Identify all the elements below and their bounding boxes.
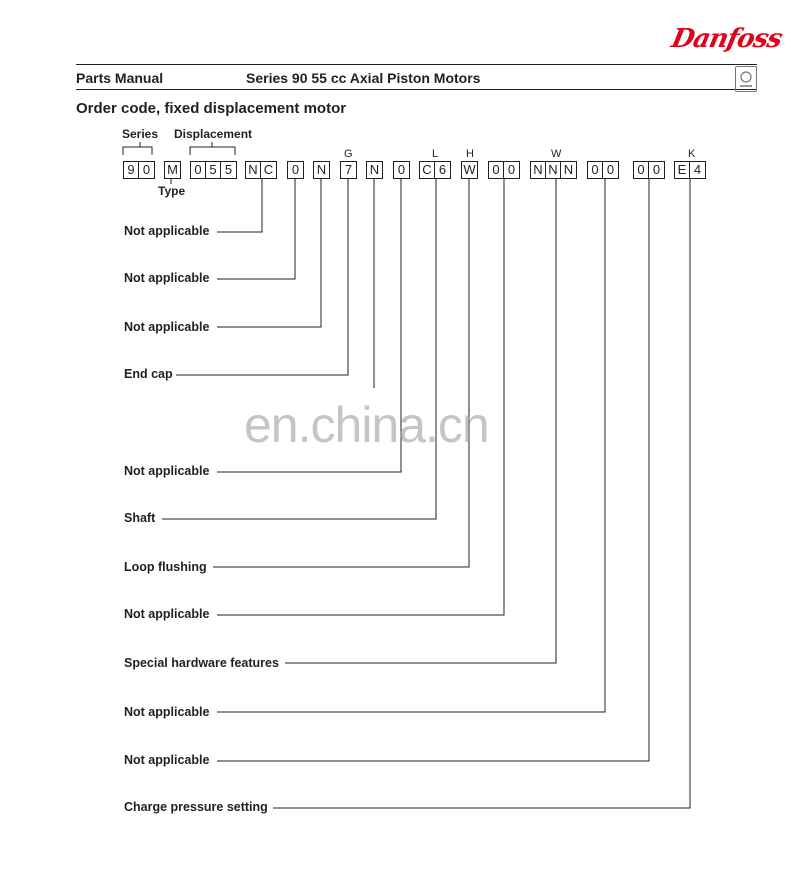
row-label: Special hardware features — [124, 656, 279, 670]
code-box-6: N — [313, 161, 330, 179]
code-box-l: C 6 — [419, 161, 451, 179]
code-box-14: 0 0 — [587, 161, 619, 179]
logo-text: Danfoss — [668, 24, 785, 54]
row-label: Not applicable — [124, 464, 210, 478]
series-label: Series — [122, 127, 159, 141]
code-box-h: W — [461, 161, 478, 179]
code-box-8: N — [366, 161, 383, 179]
row-label: Not applicable — [124, 320, 210, 334]
row-label: Not applicable — [124, 224, 210, 238]
row-label: Not applicable — [124, 753, 210, 767]
letter-l: L — [432, 148, 439, 160]
letter-k: K — [688, 148, 696, 160]
code-box-9: 0 — [393, 161, 410, 179]
code-box-displacement: 0 5 5 — [190, 161, 237, 179]
row-label: Loop flushing — [124, 560, 207, 574]
code-box-12: 0 0 — [488, 161, 520, 179]
code-box-nc: N C — [245, 161, 277, 179]
watermark: en.china.cn — [244, 397, 489, 453]
code-box-series: 9 0 — [123, 161, 155, 179]
row-label: Charge pressure setting — [124, 800, 268, 814]
letter-w: W — [551, 148, 562, 160]
row-label: Not applicable — [124, 705, 210, 719]
type-label: Type — [158, 184, 186, 198]
row-label: End cap — [124, 367, 173, 381]
section-title: Order code, fixed displacement motor — [76, 100, 347, 117]
code-box-15: 0 0 — [633, 161, 665, 179]
letter-g: G — [344, 148, 353, 160]
code-box-g: 7 — [340, 161, 357, 179]
code-box-k: E 4 — [674, 161, 706, 179]
row-label: Shaft — [124, 511, 156, 525]
code-box-type: M — [164, 161, 181, 179]
code-box-5: 0 — [287, 161, 304, 179]
code-box-w: N N N — [530, 161, 577, 179]
displacement-label: Displacement — [174, 127, 253, 141]
row-label: Not applicable — [124, 607, 210, 621]
letter-h: H — [466, 148, 474, 160]
manual-label: Parts Manual — [76, 70, 164, 86]
row-label: Not applicable — [124, 271, 210, 285]
document-title: Series 90 55 cc Axial Piston Motors — [246, 70, 481, 86]
